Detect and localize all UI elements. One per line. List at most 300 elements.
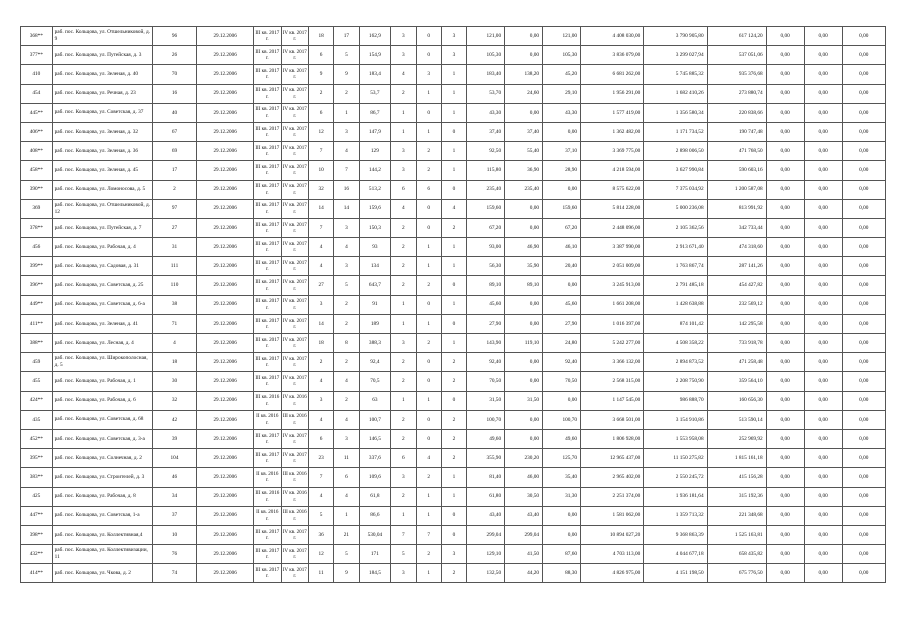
row-id-cell: 424**	[21, 391, 53, 410]
area-total-cell: 43,40	[467, 506, 505, 525]
fund-share-cell: 2 913 671,40	[644, 238, 707, 257]
extra-cost-1-cell: 0,00	[766, 295, 804, 314]
extra-cost-2-cell: 0,00	[804, 545, 842, 564]
extra-cost-1-cell: 0,00	[766, 84, 804, 103]
extra-cost-2-cell: 0,00	[804, 276, 842, 295]
area-total-cell: 70,50	[467, 372, 505, 391]
address-cell: раб. пос. Кольцова, ул. Строителей, д. 3	[52, 468, 152, 487]
planned-demolition-quarter-cell: IV кв. 2017 г.	[281, 199, 308, 218]
rooms-total-cell: 3	[391, 46, 416, 65]
area-total-cell: 299,04	[467, 525, 505, 544]
extra-cost-1-cell: 0,00	[766, 487, 804, 506]
resettled-persons-cell: 2	[334, 295, 359, 314]
area-total-cell: 92,40	[467, 353, 505, 372]
row-id-cell: 383**	[21, 468, 53, 487]
extra-cost-1-cell: 0,00	[766, 525, 804, 544]
area-owned-cell: 0,00	[505, 199, 543, 218]
area-owned-cell: 43,40	[505, 506, 543, 525]
extra-cost-1-cell: 0,00	[766, 218, 804, 237]
decision-date-cell: 29.12.2006	[197, 487, 254, 506]
area-total-cell: 43,30	[467, 103, 505, 122]
residents-count-cell: 6	[308, 46, 333, 65]
extra-cost-2-cell: 0,00	[804, 353, 842, 372]
row-id-cell: 459	[21, 353, 53, 372]
address-cell: раб. пос. Кольцова, ул. Советская, д. 37	[52, 103, 152, 122]
rooms-total-cell: 2	[391, 257, 416, 276]
extra-cost-2-cell: 0,00	[804, 161, 842, 180]
address-cell: раб. пос. Кольцова, ул. Лесная, д. 4	[52, 334, 152, 353]
decision-date-cell: 29.12.2006	[197, 122, 254, 141]
doc-number-cell: 42	[152, 410, 196, 429]
planned-demolition-quarter-cell: IV кв. 2017 г.	[281, 180, 308, 199]
extra-cost-1-cell: 0,00	[766, 27, 804, 46]
area-municipal-cell: 24,80	[543, 334, 581, 353]
planned-demolition-quarter-cell: IV кв. 2017 г.	[281, 84, 308, 103]
area-owned-cell: 46,90	[505, 238, 543, 257]
planned-resettlement-quarter-cell: III кв. 2017 г.	[254, 65, 281, 84]
rooms-municipal-cell: 0	[441, 314, 466, 333]
extra-cost-2-cell: 0,00	[804, 238, 842, 257]
resettled-persons-cell: 8	[334, 334, 359, 353]
extra-cost-3-cell: 0,00	[842, 295, 885, 314]
rooms-total-cell: 3	[391, 161, 416, 180]
fund-share-cell: 5 745 885,32	[644, 65, 707, 84]
fund-share-cell: 1 682 410,26	[644, 84, 707, 103]
doc-number-cell: 46	[152, 468, 196, 487]
resettled-persons-cell: 6	[334, 468, 359, 487]
address-cell: раб. пос. Кольцова, ул. Солнечная, д. 2	[52, 449, 152, 468]
extra-cost-3-cell: 0,00	[842, 103, 885, 122]
row-id-cell: 410	[21, 65, 53, 84]
fund-share-cell: 5 000 236,08	[644, 199, 707, 218]
regional-share-cell: 733 918,78	[707, 334, 766, 353]
cost-total-cell: 1 016 397,00	[581, 314, 644, 333]
rooms-total-cell: 2	[391, 487, 416, 506]
table-row	[21, 276, 886, 295]
fund-share-cell: 874 101,42	[644, 314, 707, 333]
regional-share-cell: 221 348,68	[707, 506, 766, 525]
area-total-cell: 132,50	[467, 564, 505, 583]
rooms-total-cell: 3	[391, 142, 416, 161]
resettled-persons-cell: 21	[334, 525, 359, 544]
address-cell: раб. пос. Кольцова, ул. Рабочая, д. 6	[52, 391, 152, 410]
rooms-municipal-cell: 1	[441, 487, 466, 506]
area-owned-cell: 230,20	[505, 449, 543, 468]
row-id-cell: 445**	[21, 103, 53, 122]
house-area-cell: 91	[359, 295, 391, 314]
area-municipal-cell: 43,30	[543, 103, 581, 122]
address-cell: раб. пос. Кольцова, ул. Зеленая, д. 36	[52, 142, 152, 161]
extra-cost-3-cell: 0,00	[842, 180, 885, 199]
house-area-cell: 513,2	[359, 180, 391, 199]
resettled-persons-cell: 5	[334, 46, 359, 65]
area-owned-cell: 41,50	[505, 545, 543, 564]
area-total-cell: 45,60	[467, 295, 505, 314]
rooms-owned-cell: 0	[416, 372, 441, 391]
area-total-cell: 105,30	[467, 46, 505, 65]
house-area-cell: 100,7	[359, 410, 391, 429]
rooms-municipal-cell: 2	[441, 564, 466, 583]
doc-number-cell: 69	[152, 142, 196, 161]
rooms-total-cell: 2	[391, 218, 416, 237]
area-total-cell: 121,00	[467, 27, 505, 46]
address-cell: раб. пос. Кольцова, ул. Широкополосная, д. 5	[52, 353, 152, 372]
resettled-persons-cell: 3	[334, 218, 359, 237]
residents-count-cell: 4	[308, 238, 333, 257]
planned-demolition-quarter-cell: IV кв. 2017 г.	[281, 353, 308, 372]
decision-date-cell: 29.12.2006	[197, 506, 254, 525]
decision-date-cell: 29.12.2006	[197, 103, 254, 122]
address-cell: раб. пос. Кольцова, ул. Зеленая, д. 45	[52, 161, 152, 180]
doc-number-cell: 96	[152, 27, 196, 46]
row-id-cell: 396**	[21, 276, 53, 295]
table-row	[21, 84, 886, 103]
residents-count-cell: 5	[308, 506, 333, 525]
cost-total-cell: 3 836 079,00	[581, 46, 644, 65]
planned-resettlement-quarter-cell: III кв. 2016 г.	[254, 391, 281, 410]
extra-cost-2-cell: 0,00	[804, 65, 842, 84]
residents-count-cell: 4	[308, 257, 333, 276]
resettled-persons-cell: 9	[334, 564, 359, 583]
extra-cost-3-cell: 0,00	[842, 84, 885, 103]
residents-count-cell: 4	[308, 487, 333, 506]
area-owned-cell: 36,90	[505, 161, 543, 180]
rooms-owned-cell: 0	[416, 429, 441, 448]
regional-share-cell: 454 427,82	[707, 276, 766, 295]
doc-number-cell: 17	[152, 161, 196, 180]
residents-count-cell: 6	[308, 103, 333, 122]
extra-cost-1-cell: 0,00	[766, 506, 804, 525]
planned-demolition-quarter-cell: IV кв. 2017 г.	[281, 257, 308, 276]
house-area-cell: 134	[359, 257, 391, 276]
extra-cost-2-cell: 0,00	[804, 199, 842, 218]
decision-date-cell: 29.12.2006	[197, 391, 254, 410]
resettled-persons-cell: 7	[334, 161, 359, 180]
planned-resettlement-quarter-cell: II кв. 2016 г.	[254, 506, 281, 525]
table-row	[21, 487, 886, 506]
planned-demolition-quarter-cell: III кв. 2016 г.	[281, 468, 308, 487]
area-total-cell: 37,40	[467, 122, 505, 141]
planned-demolition-quarter-cell: IV кв. 2017 г.	[281, 161, 308, 180]
extra-cost-1-cell: 0,00	[766, 257, 804, 276]
area-municipal-cell: 29,10	[543, 84, 581, 103]
resettled-persons-cell: 16	[334, 180, 359, 199]
area-owned-cell: 0,00	[505, 218, 543, 237]
area-owned-cell: 0,00	[505, 103, 543, 122]
rooms-total-cell: 2	[391, 410, 416, 429]
address-cell: раб. пос. Кольцова, ул. Коллективная,4	[52, 525, 152, 544]
area-municipal-cell: 70,50	[543, 372, 581, 391]
extra-cost-3-cell: 0,00	[842, 257, 885, 276]
rooms-owned-cell: 2	[416, 545, 441, 564]
regional-share-cell: 658 435,82	[707, 545, 766, 564]
rooms-owned-cell: 1	[416, 314, 441, 333]
table-row	[21, 122, 886, 141]
resettled-persons-cell: 9	[334, 65, 359, 84]
doc-number-cell: 39	[152, 429, 196, 448]
resettlement-register-sheet	[20, 26, 886, 622]
planned-demolition-quarter-cell: IV кв. 2016 г.	[281, 391, 308, 410]
table-row	[21, 314, 886, 333]
area-total-cell: 56,30	[467, 257, 505, 276]
address-cell: раб. пос. Кольцова, ул. Отшельниковой, д. 9	[52, 27, 152, 46]
area-owned-cell: 0,00	[505, 372, 543, 391]
address-cell: раб. пос. Кольцова, ул. Чкова, д. 2	[52, 564, 152, 583]
area-owned-cell: 119,10	[505, 334, 543, 353]
doc-number-cell: 16	[152, 84, 196, 103]
row-id-cell: 455	[21, 372, 53, 391]
address-cell: раб. пос. Кольцова, ул. Советская, д. 6-а	[52, 295, 152, 314]
rooms-municipal-cell: 0	[441, 391, 466, 410]
rooms-owned-cell: 0	[416, 218, 441, 237]
rooms-total-cell: 3	[391, 334, 416, 353]
rooms-municipal-cell: 1	[441, 257, 466, 276]
cost-total-cell: 3 668 501,00	[581, 410, 644, 429]
rooms-owned-cell: 1	[416, 84, 441, 103]
area-owned-cell: 299,04	[505, 525, 543, 544]
decision-date-cell: 29.12.2006	[197, 218, 254, 237]
planned-demolition-quarter-cell: III кв. 2016 г.	[281, 410, 308, 429]
residents-count-cell: 14	[308, 199, 333, 218]
extra-cost-1-cell: 0,00	[766, 65, 804, 84]
fund-share-cell: 2 898 006,50	[644, 142, 707, 161]
extra-cost-1-cell: 0,00	[766, 46, 804, 65]
house-area-cell: 184,5	[359, 564, 391, 583]
fund-share-cell: 3 627 990,84	[644, 161, 707, 180]
planned-resettlement-quarter-cell: III кв. 2017 г.	[254, 199, 281, 218]
residents-count-cell: 2	[308, 353, 333, 372]
extra-cost-2-cell: 0,00	[804, 449, 842, 468]
rooms-total-cell: 1	[391, 391, 416, 410]
extra-cost-1-cell: 0,00	[766, 468, 804, 487]
address-cell: раб. пос. Кольцова, ул. Советская, д. 3-а	[52, 429, 152, 448]
area-total-cell: 93,00	[467, 238, 505, 257]
planned-demolition-quarter-cell: IV кв. 2017 г.	[281, 295, 308, 314]
fund-share-cell: 1 171 734,52	[644, 122, 707, 141]
house-area-cell: 61,8	[359, 487, 391, 506]
cost-total-cell: 2 568 315,00	[581, 372, 644, 391]
area-owned-cell: 35,90	[505, 257, 543, 276]
address-cell: раб. пос. Кольцова, ул. Рабочая, д. 4	[52, 238, 152, 257]
planned-resettlement-quarter-cell: III кв. 2017 г.	[254, 27, 281, 46]
extra-cost-2-cell: 0,00	[804, 410, 842, 429]
table-row	[21, 257, 886, 276]
cost-total-cell: 2 965 402,00	[581, 468, 644, 487]
decision-date-cell: 29.12.2006	[197, 142, 254, 161]
planned-demolition-quarter-cell: IV кв. 2017 г.	[281, 525, 308, 544]
extra-cost-2-cell: 0,00	[804, 391, 842, 410]
extra-cost-3-cell: 0,00	[842, 429, 885, 448]
extra-cost-3-cell: 0,00	[842, 218, 885, 237]
residents-count-cell: 36	[308, 525, 333, 544]
extra-cost-2-cell: 0,00	[804, 257, 842, 276]
rooms-total-cell: 6	[391, 180, 416, 199]
resettlement-register-table	[20, 26, 886, 583]
regional-share-cell: 590 603,16	[707, 161, 766, 180]
regional-share-cell: 415 156,28	[707, 468, 766, 487]
rooms-total-cell: 2	[391, 353, 416, 372]
planned-resettlement-quarter-cell: II кв. 2016 г.	[254, 410, 281, 429]
area-owned-cell: 55,40	[505, 142, 543, 161]
planned-resettlement-quarter-cell: III кв. 2017 г.	[254, 276, 281, 295]
area-owned-cell: 0,00	[505, 410, 543, 429]
rooms-owned-cell: 0	[416, 353, 441, 372]
house-area-cell: 129	[359, 142, 391, 161]
row-id-cell: 458**	[21, 161, 53, 180]
rooms-owned-cell: 1	[416, 487, 441, 506]
extra-cost-2-cell: 0,00	[804, 525, 842, 544]
area-owned-cell: 30,50	[505, 487, 543, 506]
doc-number-cell: 4	[152, 334, 196, 353]
extra-cost-3-cell: 0,00	[842, 468, 885, 487]
cost-total-cell: 6 681 262,00	[581, 65, 644, 84]
area-owned-cell: 44,20	[505, 564, 543, 583]
doc-number-cell: 34	[152, 487, 196, 506]
row-id-cell: 369	[21, 199, 53, 218]
table-row	[21, 180, 886, 199]
extra-cost-2-cell: 0,00	[804, 468, 842, 487]
extra-cost-1-cell: 0,00	[766, 564, 804, 583]
regional-share-cell: 142 295,58	[707, 314, 766, 333]
extra-cost-1-cell: 0,00	[766, 180, 804, 199]
regional-share-cell: 359 564,10	[707, 372, 766, 391]
rooms-municipal-cell: 1	[441, 468, 466, 487]
planned-demolition-quarter-cell: IV кв. 2017 г.	[281, 238, 308, 257]
extra-cost-1-cell: 0,00	[766, 122, 804, 141]
house-area-cell: 63	[359, 391, 391, 410]
residents-count-cell: 4	[308, 410, 333, 429]
row-id-cell: 411**	[21, 314, 53, 333]
area-municipal-cell: 0,00	[543, 506, 581, 525]
resettled-persons-cell: 1	[334, 103, 359, 122]
area-owned-cell: 0,00	[505, 46, 543, 65]
cost-total-cell: 4 218 594,00	[581, 161, 644, 180]
fund-share-cell: 4 508 358,22	[644, 334, 707, 353]
address-cell: раб. пос. Кольцова, ул. Советская, д. 68	[52, 410, 152, 429]
rooms-owned-cell: 1	[416, 506, 441, 525]
extra-cost-3-cell: 0,00	[842, 506, 885, 525]
planned-resettlement-quarter-cell: III кв. 2016 г.	[254, 487, 281, 506]
residents-count-cell: 7	[308, 218, 333, 237]
table-row	[21, 506, 886, 525]
planned-resettlement-quarter-cell: III кв. 2017 г.	[254, 257, 281, 276]
cost-total-cell: 1 581 062,00	[581, 506, 644, 525]
extra-cost-3-cell: 0,00	[842, 65, 885, 84]
regional-share-cell: 315 192,36	[707, 487, 766, 506]
rooms-owned-cell: 1	[416, 564, 441, 583]
rooms-total-cell: 2	[391, 429, 416, 448]
extra-cost-3-cell: 0,00	[842, 142, 885, 161]
rooms-municipal-cell: 0	[441, 506, 466, 525]
extra-cost-2-cell: 0,00	[804, 218, 842, 237]
resettled-persons-cell: 2	[334, 314, 359, 333]
rooms-owned-cell: 1	[416, 238, 441, 257]
fund-share-cell: 4 044 677,18	[644, 545, 707, 564]
extra-cost-3-cell: 0,00	[842, 27, 885, 46]
area-owned-cell: 0,00	[505, 295, 543, 314]
extra-cost-1-cell: 0,00	[766, 545, 804, 564]
resettled-persons-cell: 3	[334, 429, 359, 448]
area-municipal-cell: 105,30	[543, 46, 581, 65]
rooms-owned-cell: 2	[416, 468, 441, 487]
fund-share-cell: 7 375 034,92	[644, 180, 707, 199]
area-total-cell: 49,60	[467, 429, 505, 448]
address-cell: раб. пос. Кольцова, ул. Советская, 1-а	[52, 506, 152, 525]
table-row	[21, 391, 886, 410]
extra-cost-1-cell: 0,00	[766, 391, 804, 410]
regional-share-cell: 617 124,20	[707, 27, 766, 46]
row-id-cell: 390**	[21, 180, 53, 199]
regional-share-cell: 1 525 163,81	[707, 525, 766, 544]
row-id-cell: 454	[21, 84, 53, 103]
extra-cost-3-cell: 0,00	[842, 525, 885, 544]
cost-total-cell: 5 814 228,00	[581, 199, 644, 218]
extra-cost-1-cell: 0,00	[766, 429, 804, 448]
rooms-owned-cell: 6	[416, 180, 441, 199]
house-area-cell: 53,7	[359, 84, 391, 103]
area-owned-cell: 24,60	[505, 84, 543, 103]
cost-total-cell: 10 894 027,20	[581, 525, 644, 544]
extra-cost-3-cell: 0,00	[842, 199, 885, 218]
planned-resettlement-quarter-cell: III кв. 2017 г.	[254, 238, 281, 257]
planned-demolition-quarter-cell: IV кв. 2017 г.	[281, 564, 308, 583]
house-area-cell: 171	[359, 545, 391, 564]
planned-resettlement-quarter-cell: III кв. 2017 г.	[254, 46, 281, 65]
table-row	[21, 372, 886, 391]
extra-cost-3-cell: 0,00	[842, 353, 885, 372]
regional-share-cell: 273 880,74	[707, 84, 766, 103]
area-total-cell: 31,50	[467, 391, 505, 410]
planned-demolition-quarter-cell: IV кв. 2017 г.	[281, 276, 308, 295]
area-total-cell: 235,40	[467, 180, 505, 199]
rooms-total-cell: 2	[391, 84, 416, 103]
house-area-cell: 189	[359, 314, 391, 333]
row-id-cell: 378**	[21, 218, 53, 237]
regional-share-cell: 252 969,92	[707, 429, 766, 448]
doc-number-cell: 2	[152, 180, 196, 199]
planned-resettlement-quarter-cell: III кв. 2017 г.	[254, 372, 281, 391]
doc-number-cell: 32	[152, 391, 196, 410]
rooms-municipal-cell: 0	[441, 525, 466, 544]
planned-resettlement-quarter-cell: III кв. 2017 г.	[254, 353, 281, 372]
cost-total-cell: 2 448 096,00	[581, 218, 644, 237]
decision-date-cell: 29.12.2006	[197, 257, 254, 276]
rooms-owned-cell: 7	[416, 525, 441, 544]
extra-cost-3-cell: 0,00	[842, 334, 885, 353]
planned-demolition-quarter-cell: IV кв. 2017 г.	[281, 27, 308, 46]
table-row	[21, 334, 886, 353]
decision-date-cell: 29.12.2006	[197, 564, 254, 583]
address-cell: раб. пос. Кольцова, ул. Советская, д. 25	[52, 276, 152, 295]
doc-number-cell: 74	[152, 564, 196, 583]
regional-share-cell: 342 733,44	[707, 218, 766, 237]
regional-share-cell: 471 258,48	[707, 353, 766, 372]
area-municipal-cell: 87,60	[543, 545, 581, 564]
resettled-persons-cell: 1	[334, 506, 359, 525]
table-row	[21, 468, 886, 487]
row-id-cell: 395**	[21, 449, 53, 468]
extra-cost-2-cell: 0,00	[804, 372, 842, 391]
cost-total-cell: 1 147 545,00	[581, 391, 644, 410]
extra-cost-2-cell: 0,00	[804, 487, 842, 506]
residents-count-cell: 18	[308, 27, 333, 46]
rooms-total-cell: 1	[391, 103, 416, 122]
decision-date-cell: 29.12.2006	[197, 276, 254, 295]
extra-cost-3-cell: 0,00	[842, 238, 885, 257]
rooms-total-cell: 3	[391, 564, 416, 583]
row-id-cell: 425	[21, 487, 53, 506]
area-owned-cell: 235,40	[505, 180, 543, 199]
